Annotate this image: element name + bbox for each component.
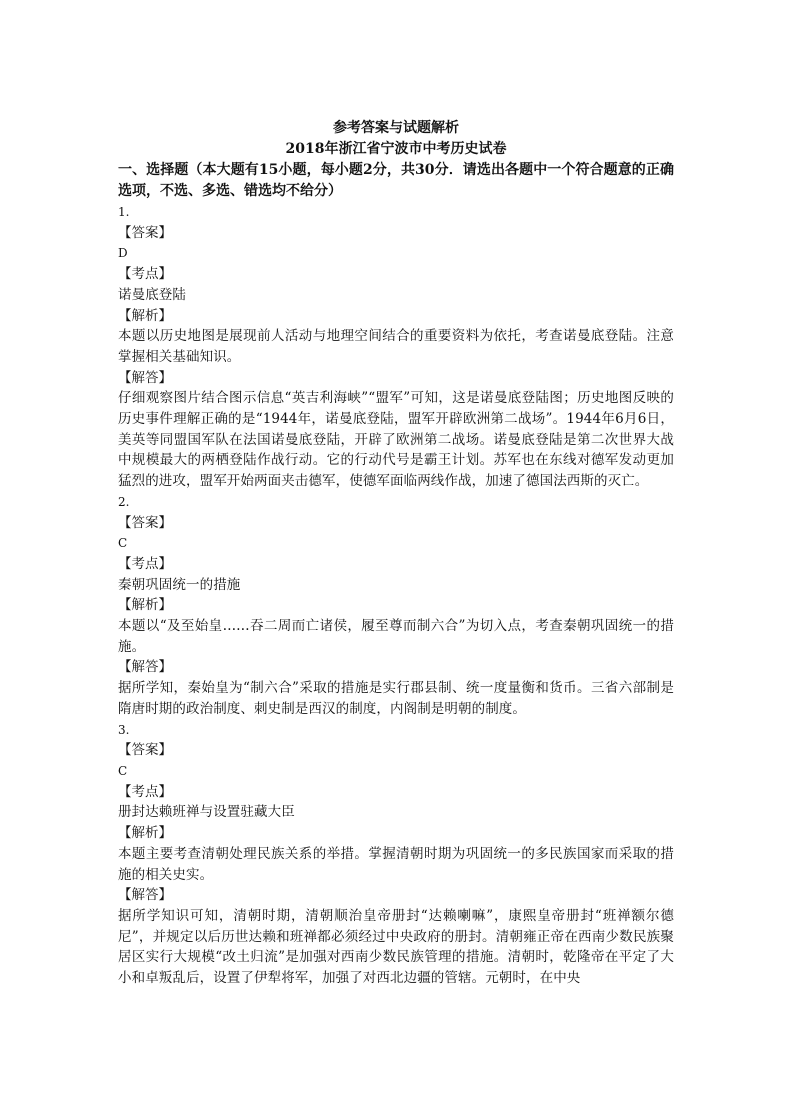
- analysis-text: 本题以“及至始皇……吞二周而亡诸侯，履至尊而制六合”为切入点，考查秦朝巩固统一的措施。: [118, 618, 674, 655]
- solution-text: 仔细观察图片结合图示信息“英吉利海峡”“盟军”可知，这是诺曼底登陆图；历史地图反映的历史事件理解正确的是“1944年，诺曼底登陆，盟军开辟欧洲第二战场”。1944年6月6日，美英等同盟国军队在法国诺曼底登陆，开辟了欧洲第二战场。诺曼底登陆是第二次世界大战中规模最大的两栖登陆作战行动。它的行动代号是霸王计划。苏军也在东线对德军发动更加猛烈的进攻，盟军开始两面夹击德军，使德军面临两线作战，加速了德国法西斯的灭亡。: [118, 390, 674, 490]
- solution-text: 据所学知，秦始皇为“制六合”采取的措施是实行郡县制、统一度量衡和货币。三省六部制是隋唐时期的政治制度、刺史制是西汉的制度，内阁制是明朝的制度。: [118, 680, 674, 717]
- point-text: 秦朝巩固统一的措施: [118, 576, 241, 593]
- point-label: 【考点】: [118, 783, 172, 800]
- question-1: [118, 202, 674, 492]
- point-text: 册封达赖班禅与设置驻藏大臣: [118, 804, 295, 821]
- solution-label: 【解答】: [118, 887, 172, 904]
- solution-label: 【解答】: [118, 659, 172, 676]
- point-label: 【考点】: [118, 555, 172, 572]
- point-label: 【考点】: [118, 266, 172, 283]
- analysis-text: 本题主要考查清朝处理民族关系的举措。掌握清朝时期为巩固统一的多民族国家而采取的措施的相关史实。: [118, 845, 674, 883]
- section-heading-choice: 一、选择题（本大题有15小题，每小题2分，共30分．请选出各题中一个符合题意的正确选项，不选、多选、错选均不给分）: [118, 162, 674, 199]
- answer-value: C: [118, 536, 128, 551]
- analysis-label: 【解析】: [118, 597, 172, 614]
- question-3: [118, 720, 674, 989]
- analysis-text: 本题以历史地图是展现前人活动与地理空间结合的重要资料为依托，考查诺曼底登陆。注意掌握相关基础知识。: [118, 328, 674, 365]
- question-number: 3.: [118, 722, 130, 737]
- question-2: [118, 492, 674, 720]
- document-title-main: 参考答案与试题解析: [333, 120, 459, 136]
- answer-label: 【答案】: [118, 514, 172, 531]
- document-title-exam: 2018年浙江省宁波市中考历史试卷: [285, 141, 507, 157]
- answer-value: C: [118, 763, 128, 778]
- answer-label: 【答案】: [118, 742, 172, 759]
- question-number: 2.: [118, 494, 130, 509]
- answer-value: D: [118, 246, 128, 261]
- point-text: 诺曼底登陆: [118, 286, 186, 303]
- solution-label: 【解答】: [118, 369, 172, 386]
- solution-text: 据所学知识可知，清朝时期，清朝顺治皇帝册封“达赖喇嘛”，康熙皇帝册封“班禅额尔德尼”，并规定以后历世达赖和班禅都必须经过中央政府的册封。清朝雍正帝在西南少数民族聚居区实行大规模“改土归流”是加强对西南少数民族管理的措施。清朝时，乾隆帝在平定了大小和卓叛乱后，设置了伊犁将军，加强了对西北边疆的管辖。元朝时，在中央: [118, 907, 674, 987]
- document-page: [118, 118, 674, 989]
- question-number: 1.: [118, 205, 130, 219]
- analysis-label: 【解析】: [118, 307, 172, 324]
- answer-label: 【答案】: [118, 224, 172, 241]
- analysis-label: 【解析】: [118, 825, 172, 842]
